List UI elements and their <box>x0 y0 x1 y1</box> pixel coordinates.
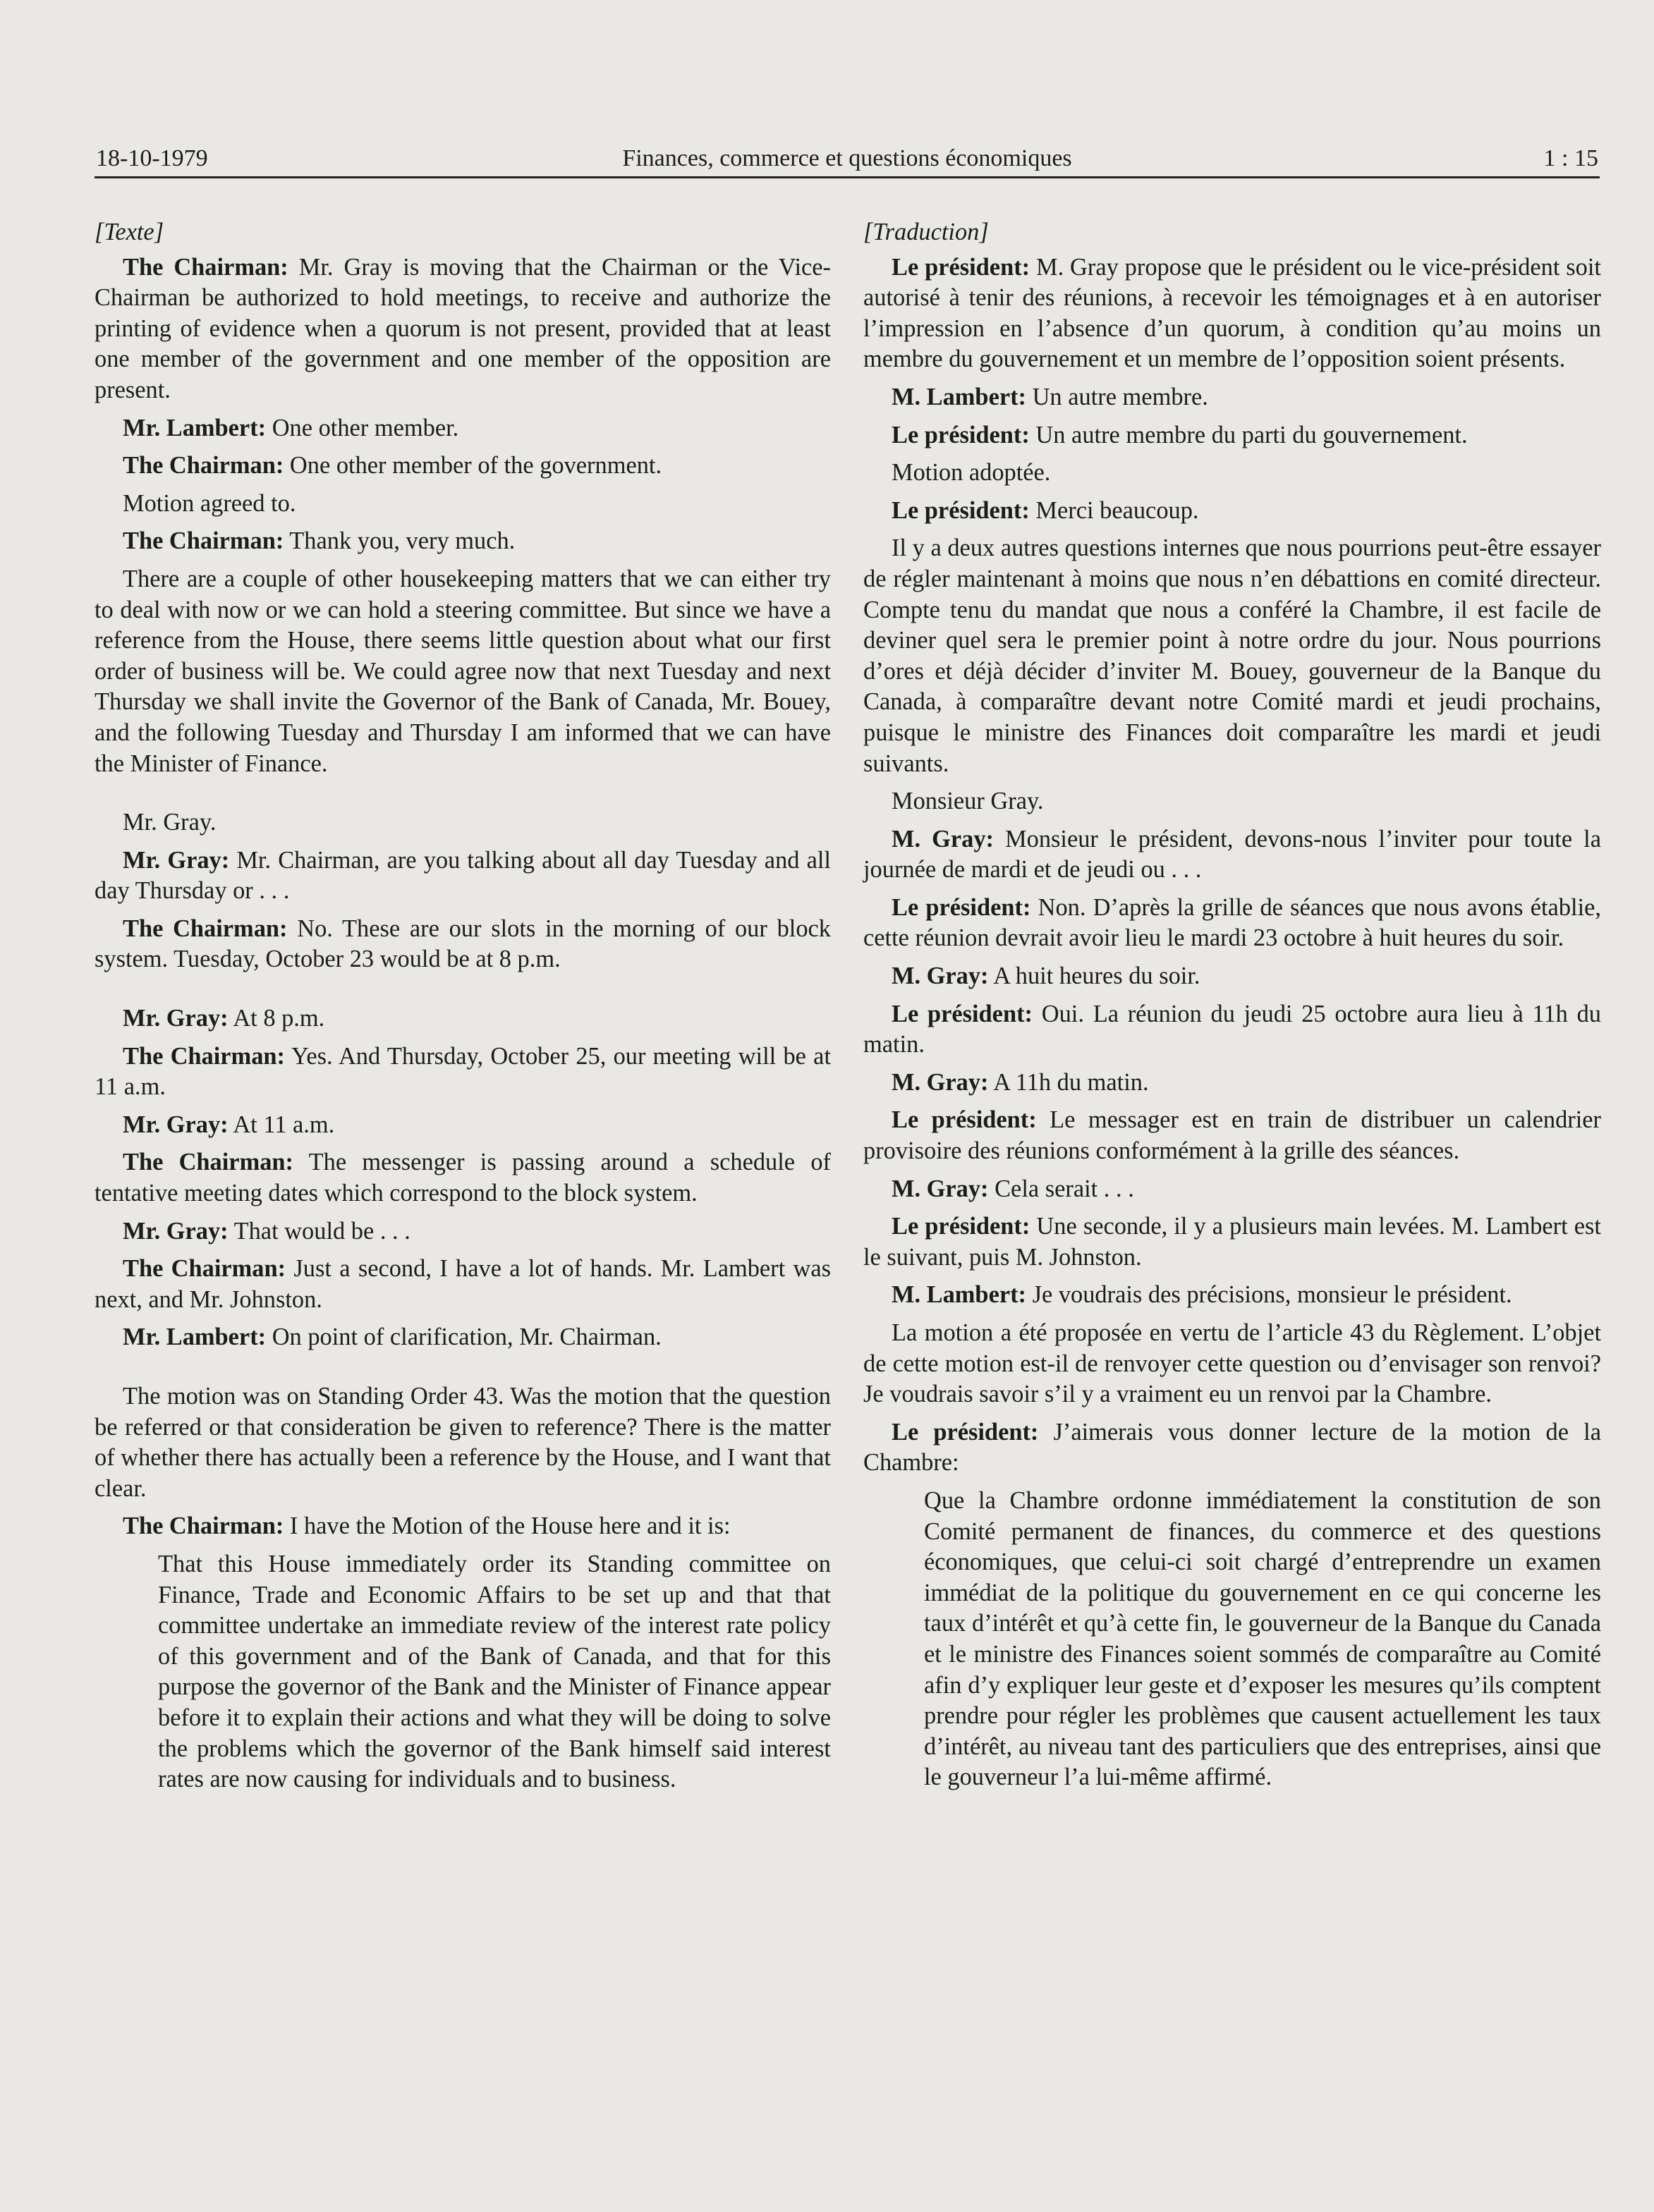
speaker-name: The Chairman: <box>123 1255 286 1283</box>
english-speech-paragraph <box>95 914 831 975</box>
french-speech-paragraph <box>863 252 1601 375</box>
french-speech-paragraph <box>863 893 1601 954</box>
french-speech-paragraph <box>863 1105 1601 1166</box>
speaker-name: The Chairman: <box>123 1042 285 1070</box>
french-column <box>863 217 1601 1800</box>
speaker-name: The Chairman: <box>123 1149 293 1176</box>
speech-text: I have the Motion of the House here and it is: <box>284 1513 731 1540</box>
speech-text: One other member. <box>266 414 459 441</box>
speaker-name: M. Gray: <box>892 1068 989 1096</box>
english-speech-paragraph <box>95 1511 831 1542</box>
speech-text: The messenger is passing around a schedule of tentative meeting dates which correspond to the block system. <box>95 1149 831 1207</box>
english-speech-paragraph <box>95 252 831 406</box>
speaker-name: M. Lambert: <box>892 383 1026 410</box>
speech-text: No. These are our slots in the morning of our block system. Tuesday, October 23 would be at 8 p.m. <box>95 915 831 973</box>
french-speech-paragraph <box>863 1417 1601 1479</box>
english-column <box>95 217 831 1802</box>
speech-text: Thank you, very much. <box>284 527 516 555</box>
speech-text: One other member of the government. <box>284 452 662 479</box>
english-paragraph: There are a couple of other housekeeping matters that we can either try to deal with now or we can hold a steering committee. But since we have a reference from the House, there seems little question about what our first order of business will be. We could agree now that next Tuesday and next Thursday we shall invite the Governor of the Bank of Canada, Mr. Bouey, and the following Tuesday and Thursday I am informed that we can have the Minister of Finance. <box>95 565 831 777</box>
speaker-name: Mr. Gray: <box>123 846 230 874</box>
french-section-label: [Traduction] <box>863 219 989 245</box>
speaker-name: Le président: <box>892 253 1030 281</box>
speech-text: J’aimerais vous donner lecture de la motion de la Chambre: <box>863 1418 1601 1477</box>
english-speech-paragraph <box>95 1254 831 1315</box>
english-motion-quote: That this House immediately order its Standing committee on Finance, Trade and Economic Affairs to be set up and that that committee undertake an immediate review of the interest rate policy of this government and of the Bank of Canada, and that for this purpose the governor of the Bank and the Minister of Finance appear before it to explain their actions and what they will be doing to solve the problems which the governor of the Bank himself said interest rates are now causing for individuals and to business. <box>158 1550 831 1793</box>
speaker-name: M. Gray: <box>892 963 989 990</box>
speaker-name: M. Gray: <box>892 1175 989 1202</box>
french-paragraph: Il y a deux autres questions internes que nous pourrions peut-être essayer de régler maintenant à moins que nous n’en débattions en comité directeur. Compte tenu du mandat que nous a conféré la Chambre, il est facile de deviner quel sera le premier point à notre ordre du jour. Nous pourrions d’ores et déjà décider d’inviter M. Bouey, gouverneur de la Banque du Canada, à comparaître devant notre Comité mardi et jeudi prochains, puisque le ministre des Finances doit comparaître les mardi et jeudi suivants. <box>863 534 1601 777</box>
speaker-name: The Chairman: <box>123 915 288 942</box>
english-speech-paragraph <box>95 1216 831 1247</box>
speaker-name: Le président: <box>892 893 1031 921</box>
french-speech-paragraph <box>863 420 1601 451</box>
english-paragraph: Mr. Gray. <box>123 809 217 836</box>
speech-text: That would be . . . <box>228 1217 411 1245</box>
french-speech-paragraph <box>863 1174 1601 1205</box>
speech-text: Un autre membre. <box>1026 383 1208 410</box>
english-speech-paragraph <box>95 1003 831 1034</box>
speaker-name: M. Lambert: <box>892 1281 1026 1309</box>
speech-text: At 11 a.m. <box>228 1111 335 1138</box>
speech-text: Mr. Gray is moving that the Chairman or the Vice-Chairman be authorized to hold meetings, to receive and authorize the printing of evidence when a quorum is not present, provided that at least one member of the government and one member of the opposition are present. <box>95 253 831 403</box>
speech-text: M. Gray propose que le président ou le vice-président soit autorisé à tenir des réunions, à recevoir les témoignages et à en autoriser l’impression en l’absence d’un quorum, à condition qu’au moins un membre du gouvernement et un membre de l’opposition soient présents. <box>863 253 1601 373</box>
speech-text: Je voudrais des précisions, monsieur le président. <box>1026 1281 1512 1309</box>
speech-text: A huit heures du soir. <box>988 963 1200 990</box>
header-date: 18-10-1979 <box>96 145 208 171</box>
speech-text: Une seconde, il y a plusieurs main levées. M. Lambert est le suivant, puis M. Johnston. <box>863 1213 1601 1271</box>
speaker-name: Mr. Gray: <box>123 1217 229 1245</box>
french-speech-paragraph <box>863 496 1601 527</box>
speaker-name: Le président: <box>892 496 1030 524</box>
english-speech-paragraph <box>95 1041 831 1103</box>
french-motion-quote: Que la Chambre ordonne immédiatement la constitution de son Comité permanent de finances, du commerce et des questions économiques, que celui-ci soit chargé d’entreprendre un examen immédiat de la politique du gouvernement en ce qui concerne les taux d’intérêt et qu’à cette fin, le gouverneur de la Banque du Canada et le ministre des Finances soient sommés de comparaître au Comité afin d’y expliquer leur geste et d’exposer les mesures qu’ils comptent prendre pour régler les problèmes que causent actuellement les taux d’intérêt, au niveau tant des particuliers que des entreprises, ainsi que le gouverneur l’a lui-même affirmé. <box>924 1486 1601 1791</box>
french-paragraph: Monsieur Gray. <box>892 788 1044 815</box>
speech-text: Merci beaucoup. <box>1029 496 1199 524</box>
speaker-name: Mr. Lambert: <box>123 1324 267 1351</box>
speech-text: Oui. La réunion du jeudi 25 octobre aura lieu à 11h du matin. <box>863 1000 1601 1058</box>
english-paragraph: The motion was on Standing Order 43. Was the motion that the question be referred or that consideration be given to reference? There is the matter of whether there has actually been a reference by the House, and I want that clear. <box>95 1383 831 1502</box>
header-title: Finances, commerce et questions économiques <box>622 145 1072 171</box>
speech-text: Cela serait . . . <box>988 1175 1134 1202</box>
french-speech-paragraph <box>863 382 1601 413</box>
speaker-name: The Chairman: <box>123 452 284 479</box>
speaker-name: Le président: <box>892 1418 1039 1446</box>
speech-text: Yes. And Thursday, October 25, our meeting will be at 11 a.m. <box>95 1042 831 1101</box>
english-paragraph: Motion agreed to. <box>123 489 296 517</box>
speech-text: Un autre membre du parti du gouvernement. <box>1029 421 1468 448</box>
speaker-name: The Chairman: <box>123 527 284 555</box>
speaker-name: Le président: <box>892 1000 1033 1027</box>
speaker-name: Le président: <box>892 1106 1037 1134</box>
french-paragraph: Motion adoptée. <box>892 459 1051 487</box>
speech-text: At 8 p.m. <box>228 1005 325 1032</box>
french-speech-paragraph <box>863 1211 1601 1273</box>
speech-text: Le messager est en train de distribuer un calendrier provisoire des réunions conformément à la grille des séances. <box>863 1106 1601 1165</box>
speaker-name: Mr. Gray: <box>123 1005 229 1032</box>
english-speech-paragraph <box>95 1147 831 1209</box>
english-speech-paragraph <box>95 413 831 444</box>
french-speech-paragraph <box>863 1280 1601 1311</box>
french-speech-paragraph <box>863 1068 1601 1099</box>
speaker-name: M. Gray: <box>892 825 994 853</box>
speaker-name: Mr. Lambert: <box>123 414 267 441</box>
french-speech-paragraph <box>863 824 1601 886</box>
english-speech-paragraph <box>95 526 831 557</box>
speech-text: On point of clarification, Mr. Chairman. <box>266 1324 662 1351</box>
english-section-label: [Texte] <box>95 219 164 245</box>
english-speech-paragraph <box>95 451 831 482</box>
french-paragraph: La motion a été proposée en vertu de l’article 43 du Règlement. L’objet de cette motion est-il de renvoyer cette question ou d’envisager son renvoi? Je voudrais savoir s’il y a vraiment eu un renvoi par la Chambre. <box>863 1319 1601 1408</box>
speech-text: Non. D’après la grille de séances que nous avons établie, cette réunion devrait avoir lieu le mardi 23 octobre à huit heures du soir. <box>863 893 1601 952</box>
header-page-number: 1 : 15 <box>1543 145 1598 171</box>
page-header <box>95 140 1600 178</box>
english-speech-paragraph <box>95 1110 831 1141</box>
speaker-name: Mr. Gray: <box>123 1111 229 1138</box>
speech-text: Mr. Chairman, are you talking about all day Tuesday and all day Thursday or . . . <box>95 846 831 905</box>
speaker-name: Le président: <box>892 421 1030 448</box>
speech-text: Just a second, I have a lot of hands. Mr. Lambert was next, and Mr. Johnston. <box>95 1255 832 1313</box>
speech-text: Monsieur le président, devons-nous l’inviter pour toute la journée de mardi et de jeudi ou . . . <box>863 825 1601 884</box>
english-speech-paragraph <box>95 845 831 907</box>
speaker-name: The Chairman: <box>123 1513 284 1540</box>
speech-text: A 11h du matin. <box>988 1068 1149 1096</box>
english-speech-paragraph <box>95 1322 831 1353</box>
french-speech-paragraph <box>863 961 1601 992</box>
speaker-name: The Chairman: <box>123 253 288 281</box>
french-speech-paragraph <box>863 999 1601 1061</box>
speaker-name: Le président: <box>892 1213 1030 1240</box>
